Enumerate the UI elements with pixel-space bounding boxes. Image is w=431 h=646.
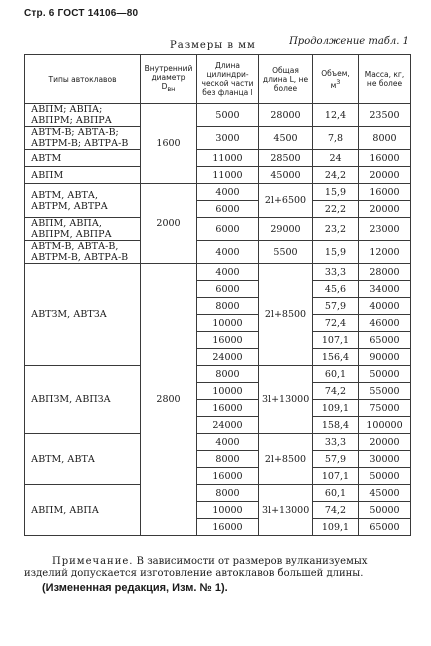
table-row [25, 150, 411, 167]
volume-cell: 158,4 [313, 417, 359, 434]
volume-cell: 45,6 [313, 281, 359, 298]
table-note: Примечание. В зависимости от размеров вулканизуемых изделий допускается изготовление автоклавов большей длины. [24, 556, 368, 579]
volume-cell: 109,1 [313, 400, 359, 417]
total-length-cell: 2l+8500 [259, 434, 313, 485]
volume-cell: 12,4 [313, 104, 359, 127]
volume-cell: 15,9 [313, 184, 359, 201]
mass-cell: 55000 [359, 383, 411, 400]
length-cell: 24000 [197, 417, 259, 434]
length-cell: 4000 [197, 241, 259, 264]
diameter-cell: 1600 [141, 104, 197, 184]
length-cell: 8000 [197, 366, 259, 383]
volume-cell: 57,9 [313, 451, 359, 468]
autoclave-type-cell: АВПМ, АВПА [25, 485, 141, 536]
total-length-cell: 2l+6500 [259, 184, 313, 218]
volume-cell: 15,9 [313, 241, 359, 264]
diameter-cell: 2000 [141, 184, 197, 264]
autoclave-table [24, 54, 411, 536]
volume-cell: 74,2 [313, 383, 359, 400]
mass-cell: 8000 [359, 127, 411, 150]
mass-cell: 75000 [359, 400, 411, 417]
mass-cell: 100000 [359, 417, 411, 434]
col-header-diameter: Внутренний диаметр Dвн [141, 55, 197, 104]
volume-cell: 74,2 [313, 502, 359, 519]
volume-cell: 107,1 [313, 468, 359, 485]
mass-cell: 50000 [359, 366, 411, 383]
table-row [25, 366, 411, 383]
length-cell: 10000 [197, 502, 259, 519]
mass-cell: 20000 [359, 201, 411, 218]
length-cell: 5000 [197, 104, 259, 127]
total-length-cell: 5500 [259, 241, 313, 264]
page-header: Стр. 6 ГОСТ 14106—80 [24, 8, 139, 19]
autoclave-type-cell: АВПЗМ, АВПЗА [25, 366, 141, 434]
total-length-cell: 28500 [259, 150, 313, 167]
mass-cell: 16000 [359, 150, 411, 167]
mass-cell: 34000 [359, 281, 411, 298]
length-cell: 16000 [197, 519, 259, 536]
volume-cell: 24 [313, 150, 359, 167]
length-cell: 8000 [197, 298, 259, 315]
length-cell: 8000 [197, 451, 259, 468]
mass-cell: 65000 [359, 332, 411, 349]
volume-cell: 23,2 [313, 218, 359, 241]
total-length-cell: 2l+8500 [259, 264, 313, 366]
total-length-cell: 28000 [259, 104, 313, 127]
mass-cell: 12000 [359, 241, 411, 264]
mass-cell: 20000 [359, 434, 411, 451]
volume-cell: 107,1 [313, 332, 359, 349]
total-length-cell: 29000 [259, 218, 313, 241]
volume-cell: 22,2 [313, 201, 359, 218]
mass-cell: 40000 [359, 298, 411, 315]
table-row [25, 184, 411, 201]
col-header-length: Длина цилиндри-ческой части без фланца l [197, 55, 259, 104]
mass-cell: 28000 [359, 264, 411, 281]
autoclave-type-cell: АВТМ-В; АВТА-В; АВТРМ-В; АВТРА-В [25, 127, 141, 150]
length-cell: 10000 [197, 383, 259, 400]
mass-cell: 65000 [359, 519, 411, 536]
length-cell: 10000 [197, 315, 259, 332]
table-row [25, 127, 411, 150]
table-row [25, 218, 411, 241]
length-cell: 16000 [197, 400, 259, 417]
length-cell: 16000 [197, 332, 259, 349]
table-row [25, 434, 411, 451]
volume-cell: 33,3 [313, 264, 359, 281]
volume-cell: 7,8 [313, 127, 359, 150]
col-header-total-length: Общая длина L, не более [259, 55, 313, 104]
edition-note: (Измененная редакция, Изм. № 1). [42, 582, 228, 594]
mass-cell: 50000 [359, 468, 411, 485]
length-cell: 6000 [197, 201, 259, 218]
mass-cell: 46000 [359, 315, 411, 332]
table-row [25, 241, 411, 264]
autoclave-type-cell: АВПМ; АВПА; АВПРМ; АВПРА [25, 104, 141, 127]
table-row [25, 485, 411, 502]
length-cell: 11000 [197, 150, 259, 167]
length-cell: 8000 [197, 485, 259, 502]
mass-cell: 16000 [359, 184, 411, 201]
autoclave-type-cell: АВПМ [25, 167, 141, 184]
table-row [25, 104, 411, 127]
length-cell: 16000 [197, 468, 259, 485]
length-cell: 4000 [197, 434, 259, 451]
autoclave-type-cell: АВТМ, АВТА [25, 434, 141, 485]
volume-cell: 60,1 [313, 485, 359, 502]
volume-cell: 57,9 [313, 298, 359, 315]
col-header-mass: Масса, кг, не более [359, 55, 411, 104]
total-length-cell: 4500 [259, 127, 313, 150]
mass-cell: 50000 [359, 502, 411, 519]
volume-cell: 156,4 [313, 349, 359, 366]
volume-cell: 33,3 [313, 434, 359, 451]
table-row [25, 264, 411, 281]
mass-cell: 20000 [359, 167, 411, 184]
mass-cell: 23500 [359, 104, 411, 127]
volume-cell: 109,1 [313, 519, 359, 536]
col-header-type: Типы автоклавов [25, 55, 141, 104]
mass-cell: 90000 [359, 349, 411, 366]
autoclave-type-cell: АВТМ-В, АВТА-В, АВТРМ-В, АВТРА-В [25, 241, 141, 264]
table-row [25, 167, 411, 184]
autoclave-type-cell: АВТЗМ, АВТЗА [25, 264, 141, 366]
col-header-volume: Объем, м3 [313, 55, 359, 104]
length-cell: 11000 [197, 167, 259, 184]
total-length-cell: 3l+13000 [259, 485, 313, 536]
mass-cell: 45000 [359, 485, 411, 502]
autoclave-type-cell: АВПМ, АВПА, АВПРМ, АВПРА [25, 218, 141, 241]
diameter-cell: 2800 [141, 264, 197, 536]
length-cell: 3000 [197, 127, 259, 150]
table-continuation-label: Продолжение табл. 1 [289, 36, 409, 47]
volume-cell: 24,2 [313, 167, 359, 184]
mass-cell: 30000 [359, 451, 411, 468]
length-cell: 24000 [197, 349, 259, 366]
table-header-row [25, 55, 411, 104]
dimensions-caption: Размеры в мм [170, 40, 256, 51]
length-cell: 6000 [197, 281, 259, 298]
total-length-cell: 3l+13000 [259, 366, 313, 434]
mass-cell: 23000 [359, 218, 411, 241]
volume-cell: 60,1 [313, 366, 359, 383]
length-cell: 6000 [197, 218, 259, 241]
autoclave-type-cell: АВТМ [25, 150, 141, 167]
length-cell: 4000 [197, 264, 259, 281]
length-cell: 4000 [197, 184, 259, 201]
volume-cell: 72,4 [313, 315, 359, 332]
total-length-cell: 45000 [259, 167, 313, 184]
autoclave-type-cell: АВТМ, АВТА, АВТРМ, АВТРА [25, 184, 141, 218]
